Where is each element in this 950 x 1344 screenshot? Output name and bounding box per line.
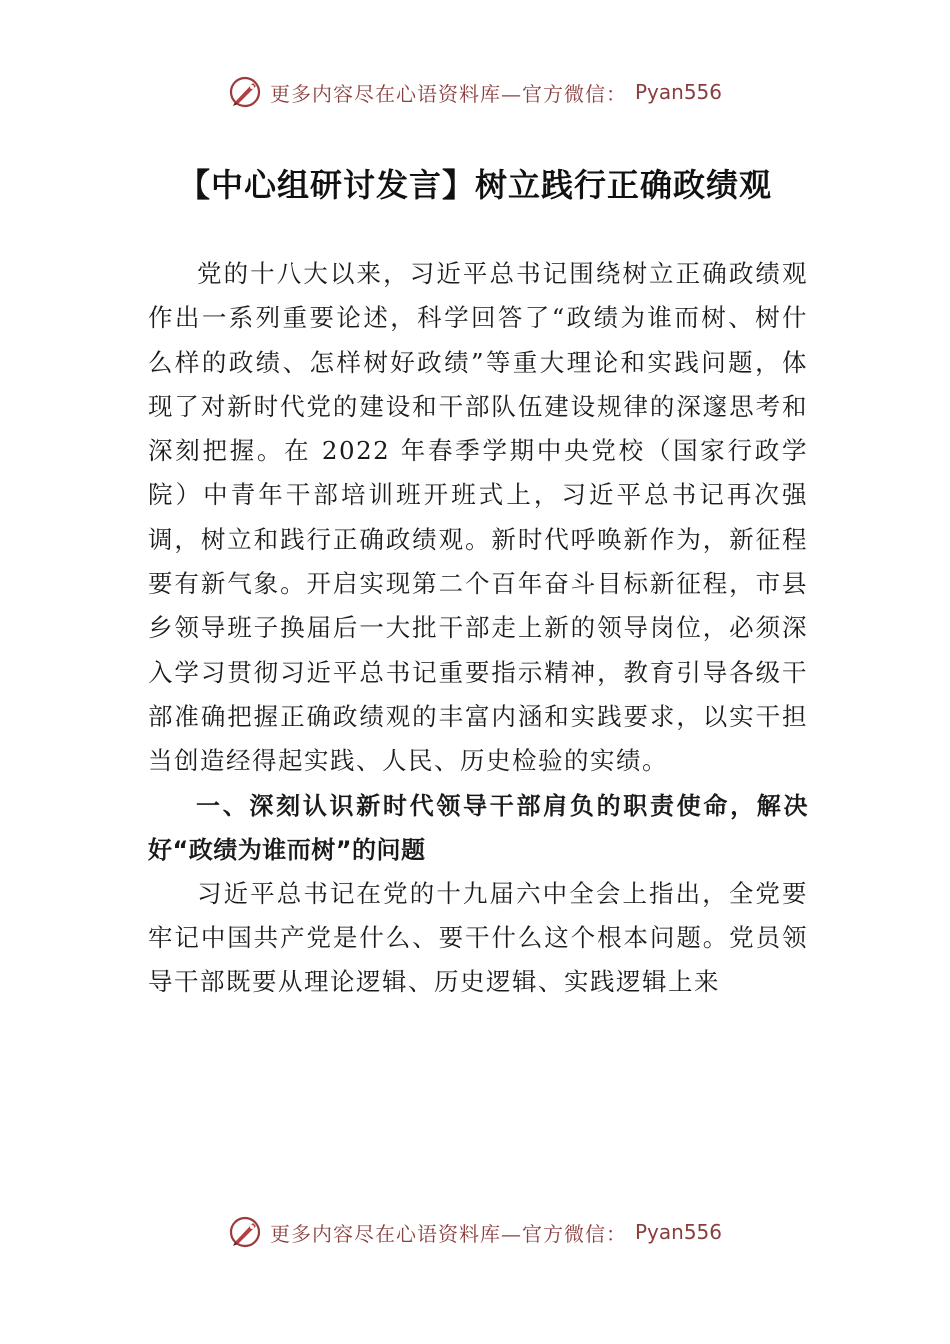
banner-wechat-id: Pyan556 [634,80,722,104]
quill-pen-logo-icon [228,1215,262,1249]
document-title: 【中心组研讨发言】树立践行正确政绩观 [177,166,772,204]
paragraph-intro: 党的十八大以来，习近平总书记围绕树立正确政绩观作出一系列重要论述，科学回答了“政绩为谁而树、树什么样的政绩、怎样树好政绩”等重大理论和实践问题，体现了对新时代党的建设和干部队伍建设规律的深邃思考和深刻把握。在 2022 年春季学期中央党校（国家行政学院）中青年干部培训班开班式上，习近平总书记再次强调，树立和践行正确政绩观。新时代呼唤新作为，新征程要有新气象。开启实现第二个百年奋斗目标新征程，市县乡领导班子换届后一大批干部走上新的领导岗位，必须深入学习贯彻习近平总书记重要指示精神，教育引导各级干部准确把握正确政绩观的丰富内涵和实践要求，以实干担当创造经得起实践、人民、历史检验的实绩。 [148,259,808,776]
footer-watermark-banner [0,1212,950,1252]
paragraph-section-1: 习近平总书记在党的十九届六中全会上指出，全党要牢记中国共产党是什么、要干什么这个根本问题。党员领导干部既要从理论逻辑、历史逻辑、实践逻辑上来 [148,878,808,997]
section-heading-1: 一、深刻认识新时代领导干部肩负的职责使命，解决好“政绩为谁而树”的问题 [148,791,808,864]
header-watermark-banner [0,72,950,112]
quill-pen-logo-icon [228,75,262,109]
document-body [148,252,808,1004]
banner-text: 更多内容尽在心语资料库—官方微信： [269,81,627,106]
banner-text: 更多内容尽在心语资料库—官方微信： [269,1221,627,1246]
banner-wechat-id: Pyan556 [634,1220,722,1244]
